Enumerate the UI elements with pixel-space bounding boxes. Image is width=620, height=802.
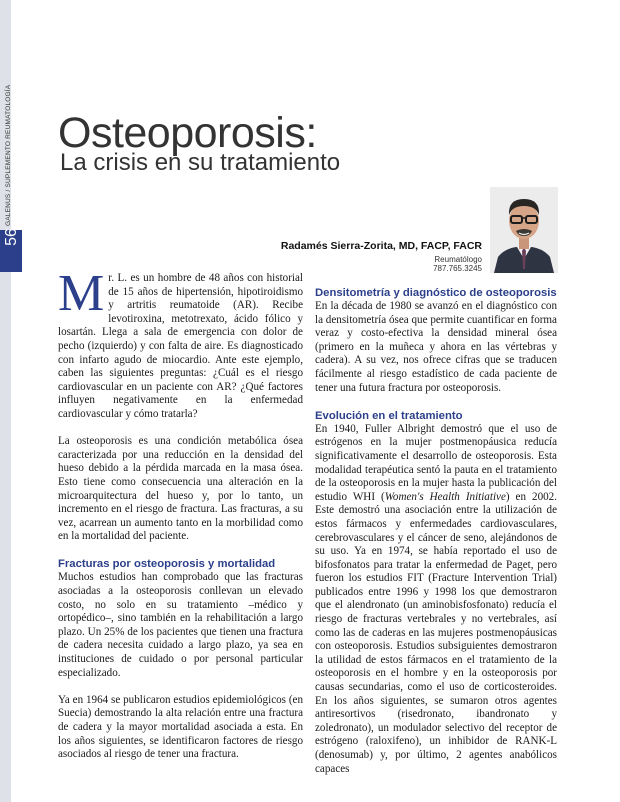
paragraph-history: Ya en 1964 se publicaron estudios epidemiológicos (en Suecia) demostrando la alta relación entre una fractura de cadera y la mayor mortalidad asociada a esta. En los años siguientes, se identificaron factores de riesgo asociados al riesgo de tener una fractura. — [58, 693, 303, 761]
heading-evolucion: Evolución en el tratamiento — [315, 409, 463, 422]
publication-label: GALENUS / SUPLEMENTO REUMATOLOGÍA — [5, 84, 12, 226]
author-name: Radamés Sierra-Zorita, MD, FACP, FACR — [280, 240, 482, 252]
paragraph-densitometry: En la década de 1980 se avanzó en el diagnóstico con la densitometría ósea que permite cuantificar en forma veraz y costo-efectiva la densidad mineral ósea (primero en la muñeca y ahora en las vértebras y cadera). A su vez, nos ofrece cifras que se traducen fácilmente al riesgo estadístico de cada paciente de tener una futura fractura por osteoporosis. — [315, 300, 557, 394]
article-subtitle: La crisis en su tratamiento — [60, 149, 341, 176]
paragraph-costs: Muchos estudios han comprobado que las fracturas asociadas a la osteoporosis conllevan un elevado costo, no solo en su tratamiento –médico y ortopédico–, sino también en la rehabilitación a largo plazo. Un 25% de los pacientes que tienen una fractura de cadera necesita cuidado a largo plazo, ya sea en instituciones de cuidado o por personal particular especializado. — [58, 571, 303, 679]
heading-densitometria: Densitometría y diagnóstico de osteoporosis — [315, 287, 557, 299]
study-name: Women's Health Initiative — [384, 490, 506, 503]
heading-fracturas: Fracturas por osteoporosis y mortalidad — [58, 558, 276, 571]
page-number: 56 — [3, 228, 20, 246]
paragraph-evolution — [315, 423, 557, 776]
author-phone: 787.765.3245 — [433, 264, 482, 273]
drop-cap: M — [58, 265, 105, 322]
author-role: Reumatólogo — [434, 255, 482, 264]
intro-paragraph — [58, 265, 303, 422]
evolution-text-end: ) en 2002. Este demostró una asociación entre la utilización de estos fármacos y enfermedades cardiovasculares, cerebrovasculares y el cáncer de seno, alejándonos de su uso. Ya en 1974, se había reportado el uso de bifosfonatos para tratar la enfermedad de Paget, pero fueron los estudios FIT (Fracture Intervention Trial) publicados entre 1996 y 1998 los que demostraron que el alendronato (un aminobisfosfonato) reducía el riesgo de fracturas vertebrales y no vertebrales, así como las de caderas en las mujeres postmenopáusicas con osteoporosis. Estudios subsiguientes demostraron la utilidad de estos fármacos en el tratamiento de la osteoporosis en el hombre y en la osteoporosis por causas secundarias, como el uso de corticosteroides. En los años siguientes, se sumaron otros agentes antiresortivos (risedronato, ibandronato y zoledronato), un modulador selectivo del receptor de estrógeno (raloxifeno), un inhibidor de RANK-L (denosumab) y, por último, 2 agentes anabólicos capaces — [315, 490, 557, 775]
author-portrait-illustration — [490, 187, 558, 273]
paragraph-definition: La osteoporosis es una condición metabólica ósea caracterizada por una reducción en la densidad del hueso debido a la pérdida marcada en la masa ósea. Esto tiene como consecuencia una alteración en la microarquitectura del hueso y, por lo tanto, un incremento en el riesgo de fractura. Las fracturas, a su vez, acarrean un aumento tanto en la morbilidad como en la mortalidad del paciente. — [58, 435, 303, 543]
intro-text: r. L. es un hombre de 48 años con historial de 15 años de hipertensión, hipotiroidismo y artritis reumatoide (AR). Recibe levotiroxina, metotrexato, ácido fólico y losartán. Llega a sala de emergencia con dolor de pecho (izquierdo) y con falta de aire. Es diagnosticado con infarto agudo de miocardio. Ante este ejemplo, caben las siguientes preguntas: ¿Cuál es el riesgo cardiovascular en un paciente con AR? ¿Qué factores influyen negativamente en la enfermedad cardiovascular y cómo tratarla? — [58, 272, 303, 420]
right-column — [315, 286, 557, 790]
article-title: Osteoporosis: — [58, 109, 317, 157]
left-column — [58, 265, 303, 775]
author-photo — [490, 187, 558, 273]
evolution-text-start: En 1940, Fuller Albright demostró que el uso de estrógenos en la mujer postmenopáusica reducía significativamente el desarrollo de osteoporosis. Esta modalidad terapéutica sentó la pauta en el tratamiento de la osteoporosis en la mujer hasta la publicación del estudio WHI ( — [315, 422, 557, 503]
